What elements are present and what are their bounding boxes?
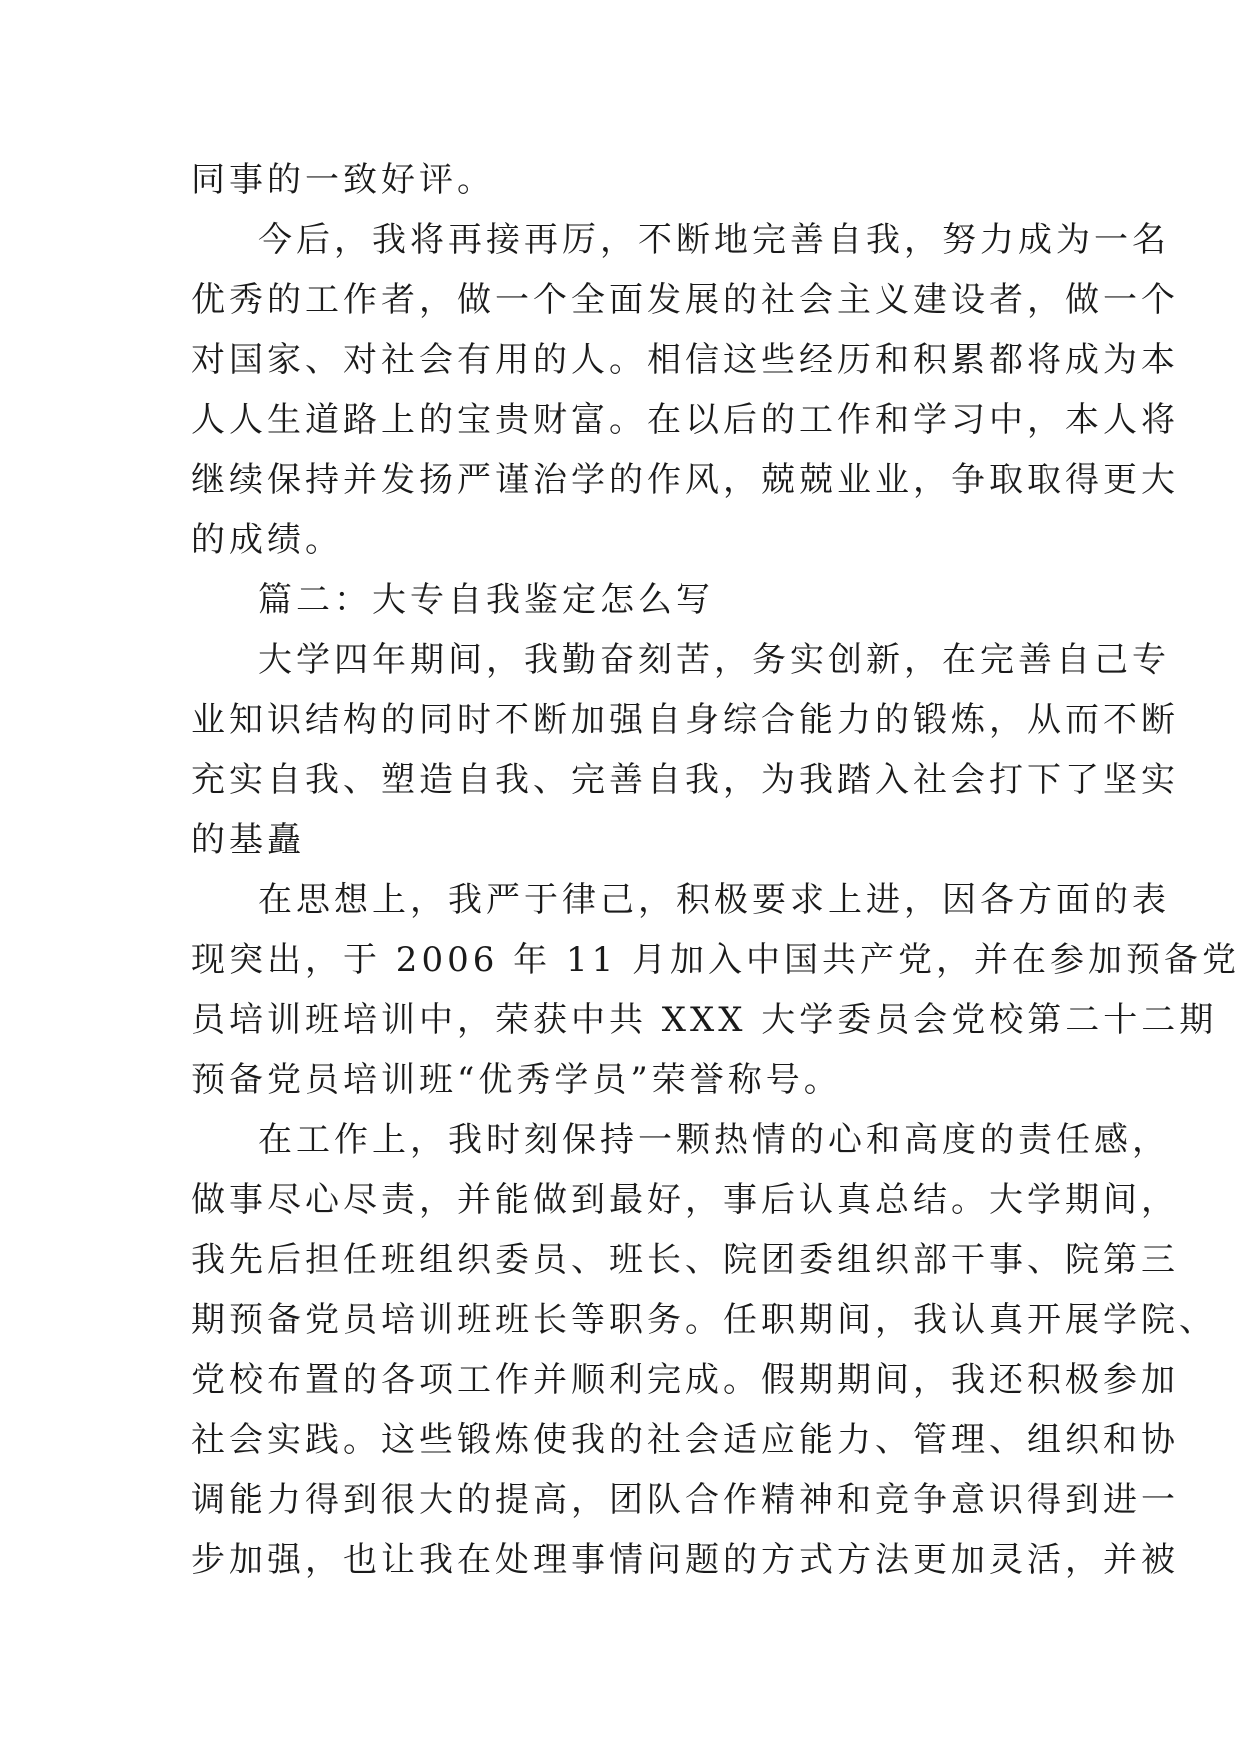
paragraph-start-line: 今后，我将再接再厉，不断地完善自我，努力成为一名: [258, 220, 1170, 260]
body-text: [191, 150, 1241, 1590]
text-line: 同事的一致好评。: [191, 160, 495, 200]
text-line: 的基矗: [191, 820, 305, 860]
section-heading: 篇二：大专自我鉴定怎么写: [258, 580, 714, 620]
text-line: 期预备党员培训班班长等职务。任职期间，我认真开展学院、: [191, 1300, 1217, 1340]
text-line: 预备党员培训班“优秀学员”荣誉称号。: [191, 1060, 842, 1100]
text-line: 的成绩。: [191, 520, 343, 560]
text-line: 员培训班培训中，荣获中共 XXX 大学委员会党校第二十二期: [191, 1000, 1218, 1040]
paragraph-start-line: 在思想上，我严于律己，积极要求上进，因各方面的表: [258, 880, 1170, 920]
text-line: 业知识结构的同时不断加强自身综合能力的锻炼，从而不断: [191, 700, 1179, 740]
text-line: 继续保持并发扬严谨治学的作风，兢兢业业，争取取得更大: [191, 460, 1179, 500]
text-line: 做事尽心尽责，并能做到最好，事后认真总结。大学期间，: [191, 1180, 1179, 1220]
paragraph-start-line: 在工作上，我时刻保持一颗热情的心和高度的责任感，: [258, 1120, 1170, 1160]
text-line: 对国家、对社会有用的人。相信这些经历和积累都将成为本: [191, 340, 1179, 380]
paragraph-start-line: 大学四年期间，我勤奋刻苦，务实创新，在完善自己专: [258, 640, 1170, 680]
text-line: 优秀的工作者，做一个全面发展的社会主义建设者，做一个: [191, 280, 1179, 320]
text-line: 人人生道路上的宝贵财富。在以后的工作和学习中，本人将: [191, 400, 1179, 440]
text-line: 调能力得到很大的提高，团队合作精神和竞争意识得到进一: [191, 1480, 1179, 1520]
text-line: 社会实践。这些锻炼使我的社会适应能力、管理、组织和协: [191, 1420, 1179, 1460]
text-line: 充实自我、塑造自我、完善自我，为我踏入社会打下了坚实: [191, 760, 1179, 800]
text-line: 现突出，于 2006 年 11 月加入中国共产党，并在参加预备党: [191, 940, 1241, 980]
text-line: 我先后担任班组织委员、班长、院团委组织部干事、院第三: [191, 1240, 1179, 1280]
text-line: 步加强，也让我在处理事情问题的方式方法更加灵活，并被: [191, 1540, 1179, 1580]
text-line: 党校布置的各项工作并顺利完成。假期期间，我还积极参加: [191, 1360, 1179, 1400]
